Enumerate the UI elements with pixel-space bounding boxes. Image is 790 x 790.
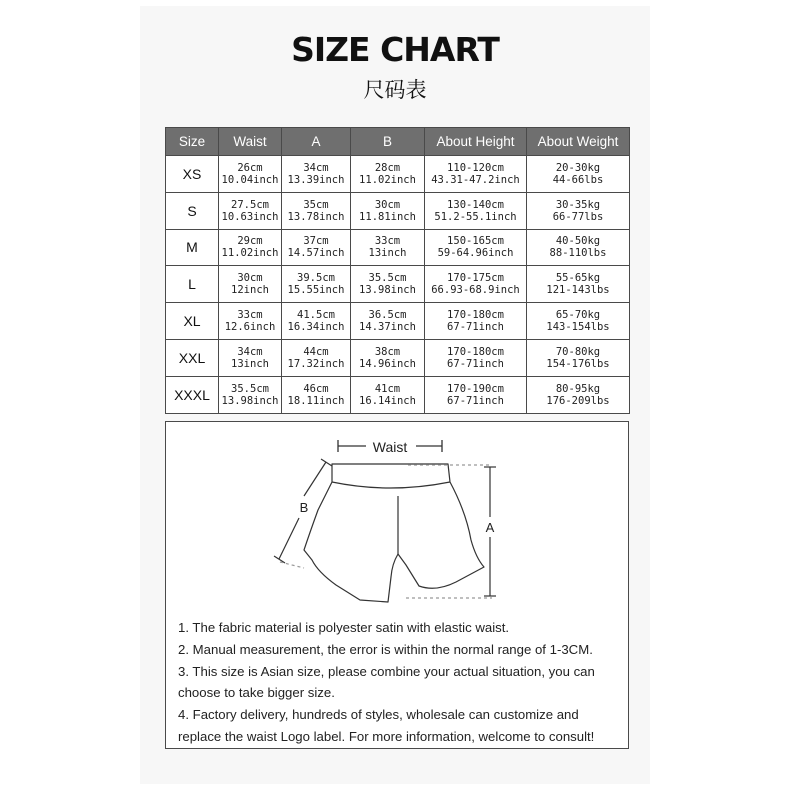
height-inch: 51.2-55.1inch	[434, 210, 517, 223]
a-cm: 35cm	[303, 198, 329, 211]
size-cell: XL	[166, 303, 219, 340]
b-cell	[351, 229, 425, 266]
table-header-row	[166, 128, 630, 156]
b-cm: 36.5cm	[368, 309, 407, 322]
b-cm: 35.5cm	[368, 272, 407, 285]
weight-kg: 20-30kg	[555, 161, 601, 174]
column-header-size: Size	[166, 128, 219, 156]
waist-cm: 26cm	[237, 161, 263, 174]
b-cm: 38cm	[374, 345, 401, 358]
table-row	[166, 229, 630, 266]
table-row	[166, 303, 630, 340]
weight-lbs: 88-110lbs	[549, 247, 607, 260]
column-header-waist: Waist	[219, 128, 282, 156]
b-cell	[351, 303, 425, 340]
height-inch: 67-71inch	[447, 357, 504, 370]
a-inch: 17.32inch	[287, 357, 345, 370]
weight-lbs: 121-143lbs	[546, 284, 610, 297]
waist-cm: 35.5cm	[231, 382, 269, 395]
a-cell	[282, 303, 351, 340]
height-inch: 67-71inch	[447, 321, 504, 334]
page-title: SIZE CHART	[291, 30, 499, 69]
b-cell	[351, 192, 425, 229]
size-cell: XS	[166, 156, 219, 193]
weight-lbs: 44-66lbs	[552, 173, 604, 186]
a-cm: 37cm	[303, 235, 329, 248]
a-cell	[282, 229, 351, 266]
b-cell	[351, 376, 425, 413]
height-inch: 43.31-47.2inch	[431, 173, 520, 186]
waist-inch: 10.63inch	[221, 210, 279, 223]
size-cell: S	[166, 192, 219, 229]
height-cm: 110-120cm	[447, 161, 504, 174]
b-inch: 11.02inch	[359, 173, 416, 186]
waist-inch: 12.6inch	[224, 321, 276, 334]
size-cell: L	[166, 266, 219, 303]
a-inch: 15.55inch	[287, 284, 345, 297]
weight-lbs: 143-154lbs	[546, 321, 610, 334]
page-subtitle: 尺码表	[363, 78, 427, 102]
weight-lbs: 176-209lbs	[546, 394, 610, 407]
weight-kg: 55-65kg	[555, 272, 601, 285]
a-cm: 41.5cm	[297, 309, 335, 322]
column-header-weight: About Weight	[527, 128, 630, 156]
a-cell	[282, 376, 351, 413]
height-cell	[425, 339, 527, 376]
weight-lbs: 154-176lbs	[546, 357, 610, 370]
b-inch: 16.14inch	[359, 394, 416, 407]
b-label: B	[299, 500, 309, 515]
size-table	[165, 127, 630, 414]
a-cm: 44cm	[303, 345, 329, 358]
column-header-b: B	[351, 128, 425, 156]
shorts-outline-icon	[304, 464, 484, 602]
a-inch: 13.39inch	[287, 173, 345, 186]
waist-cm: 34cm	[237, 345, 263, 358]
height-cell	[425, 376, 527, 413]
shorts-diagram	[166, 422, 628, 612]
weight-kg: 65-70kg	[555, 309, 601, 322]
measurement-panel	[165, 421, 629, 749]
waist-cell	[219, 192, 282, 229]
height-cell	[425, 192, 527, 229]
weight-lbs: 66-77lbs	[552, 210, 604, 223]
weight-kg: 70-80kg	[555, 345, 601, 358]
b-inch: 11.81inch	[359, 210, 416, 223]
waist-cell	[219, 229, 282, 266]
b-cell	[351, 266, 425, 303]
height-cm: 170-180cm	[447, 345, 504, 358]
weight-cell	[527, 376, 630, 413]
height-inch: 66.93-68.9inch	[431, 284, 520, 297]
weight-cell	[527, 303, 630, 340]
height-inch: 67-71inch	[447, 394, 504, 407]
weight-cell	[527, 156, 630, 193]
waist-inch: 12inch	[231, 284, 269, 297]
a-cell	[282, 192, 351, 229]
weight-kg: 40-50kg	[555, 235, 601, 248]
table-row	[166, 266, 630, 303]
column-header-a: A	[282, 128, 351, 156]
table-row	[166, 376, 630, 413]
a-inch: 13.78inch	[287, 210, 345, 223]
waist-cm: 30cm	[237, 272, 263, 285]
note-item: 3. This size is Asian size, please combine your actual situation, you can choose to take bigger size.	[178, 663, 595, 701]
table-row	[166, 339, 630, 376]
b-cell	[351, 339, 425, 376]
a-cm: 34cm	[303, 161, 329, 174]
height-cell	[425, 303, 527, 340]
a-inch: 16.34inch	[287, 321, 345, 334]
b-cm: 41cm	[374, 382, 401, 395]
b-cm: 28cm	[374, 161, 401, 174]
waist-cell	[219, 266, 282, 303]
waist-cell	[219, 156, 282, 193]
size-cell: M	[166, 229, 219, 266]
table-row	[166, 192, 630, 229]
a-inch: 14.57inch	[287, 247, 345, 260]
weight-cell	[527, 339, 630, 376]
height-cell	[425, 229, 527, 266]
weight-cell	[527, 229, 630, 266]
waist-cm: 27.5cm	[231, 198, 269, 211]
a-cm: 46cm	[303, 382, 329, 395]
waist-inch: 10.04inch	[221, 173, 279, 186]
size-cell: XXXL	[166, 376, 219, 413]
height-cm: 170-175cm	[447, 272, 504, 285]
size-cell: XXL	[166, 339, 219, 376]
b-cm: 30cm	[374, 198, 401, 211]
weight-cell	[527, 192, 630, 229]
b-cell	[351, 156, 425, 193]
height-inch: 59-64.96inch	[437, 247, 514, 260]
b-inch: 14.96inch	[359, 357, 416, 370]
height-cm: 150-165cm	[447, 235, 504, 248]
b-cm: 33cm	[374, 235, 401, 248]
height-cm: 130-140cm	[447, 198, 504, 211]
weight-cell	[527, 266, 630, 303]
note-item: 4. Factory delivery, hundreds of styles, wholesale can customize and replace the waist Logo label. For more information, welcome to consult!	[178, 707, 595, 744]
notes-list	[178, 617, 623, 748]
height-cm: 170-180cm	[447, 309, 504, 322]
waist-inch: 11.02inch	[221, 247, 279, 260]
weight-kg: 30-35kg	[555, 198, 601, 211]
height-cell	[425, 156, 527, 193]
waist-cell	[219, 303, 282, 340]
waist-cm: 33cm	[237, 309, 263, 322]
b-inch: 13inch	[368, 247, 407, 260]
note-item: 2. Manual measurement, the error is within the normal range of 1-3CM.	[178, 641, 593, 657]
a-label: A	[485, 520, 495, 535]
waist-inch: 13.98inch	[221, 394, 279, 407]
b-inch: 14.37inch	[359, 321, 416, 334]
a-cell	[282, 156, 351, 193]
a-cm: 39.5cm	[297, 272, 335, 285]
waist-cell	[219, 339, 282, 376]
a-cell	[282, 339, 351, 376]
b-inch: 13.98inch	[359, 284, 416, 297]
waist-cm: 29cm	[237, 235, 263, 248]
column-header-height: About Height	[425, 128, 527, 156]
waist-inch: 13inch	[231, 357, 269, 370]
a-inch: 18.11inch	[287, 394, 345, 407]
waist-cell	[219, 376, 282, 413]
height-cm: 170-190cm	[447, 382, 504, 395]
weight-kg: 80-95kg	[555, 382, 601, 395]
height-cell	[425, 266, 527, 303]
waist-label: Waist	[372, 439, 408, 455]
note-item: 1. The fabric material is polyester satin with elastic waist.	[178, 620, 510, 635]
a-cell	[282, 266, 351, 303]
table-row	[166, 156, 630, 193]
